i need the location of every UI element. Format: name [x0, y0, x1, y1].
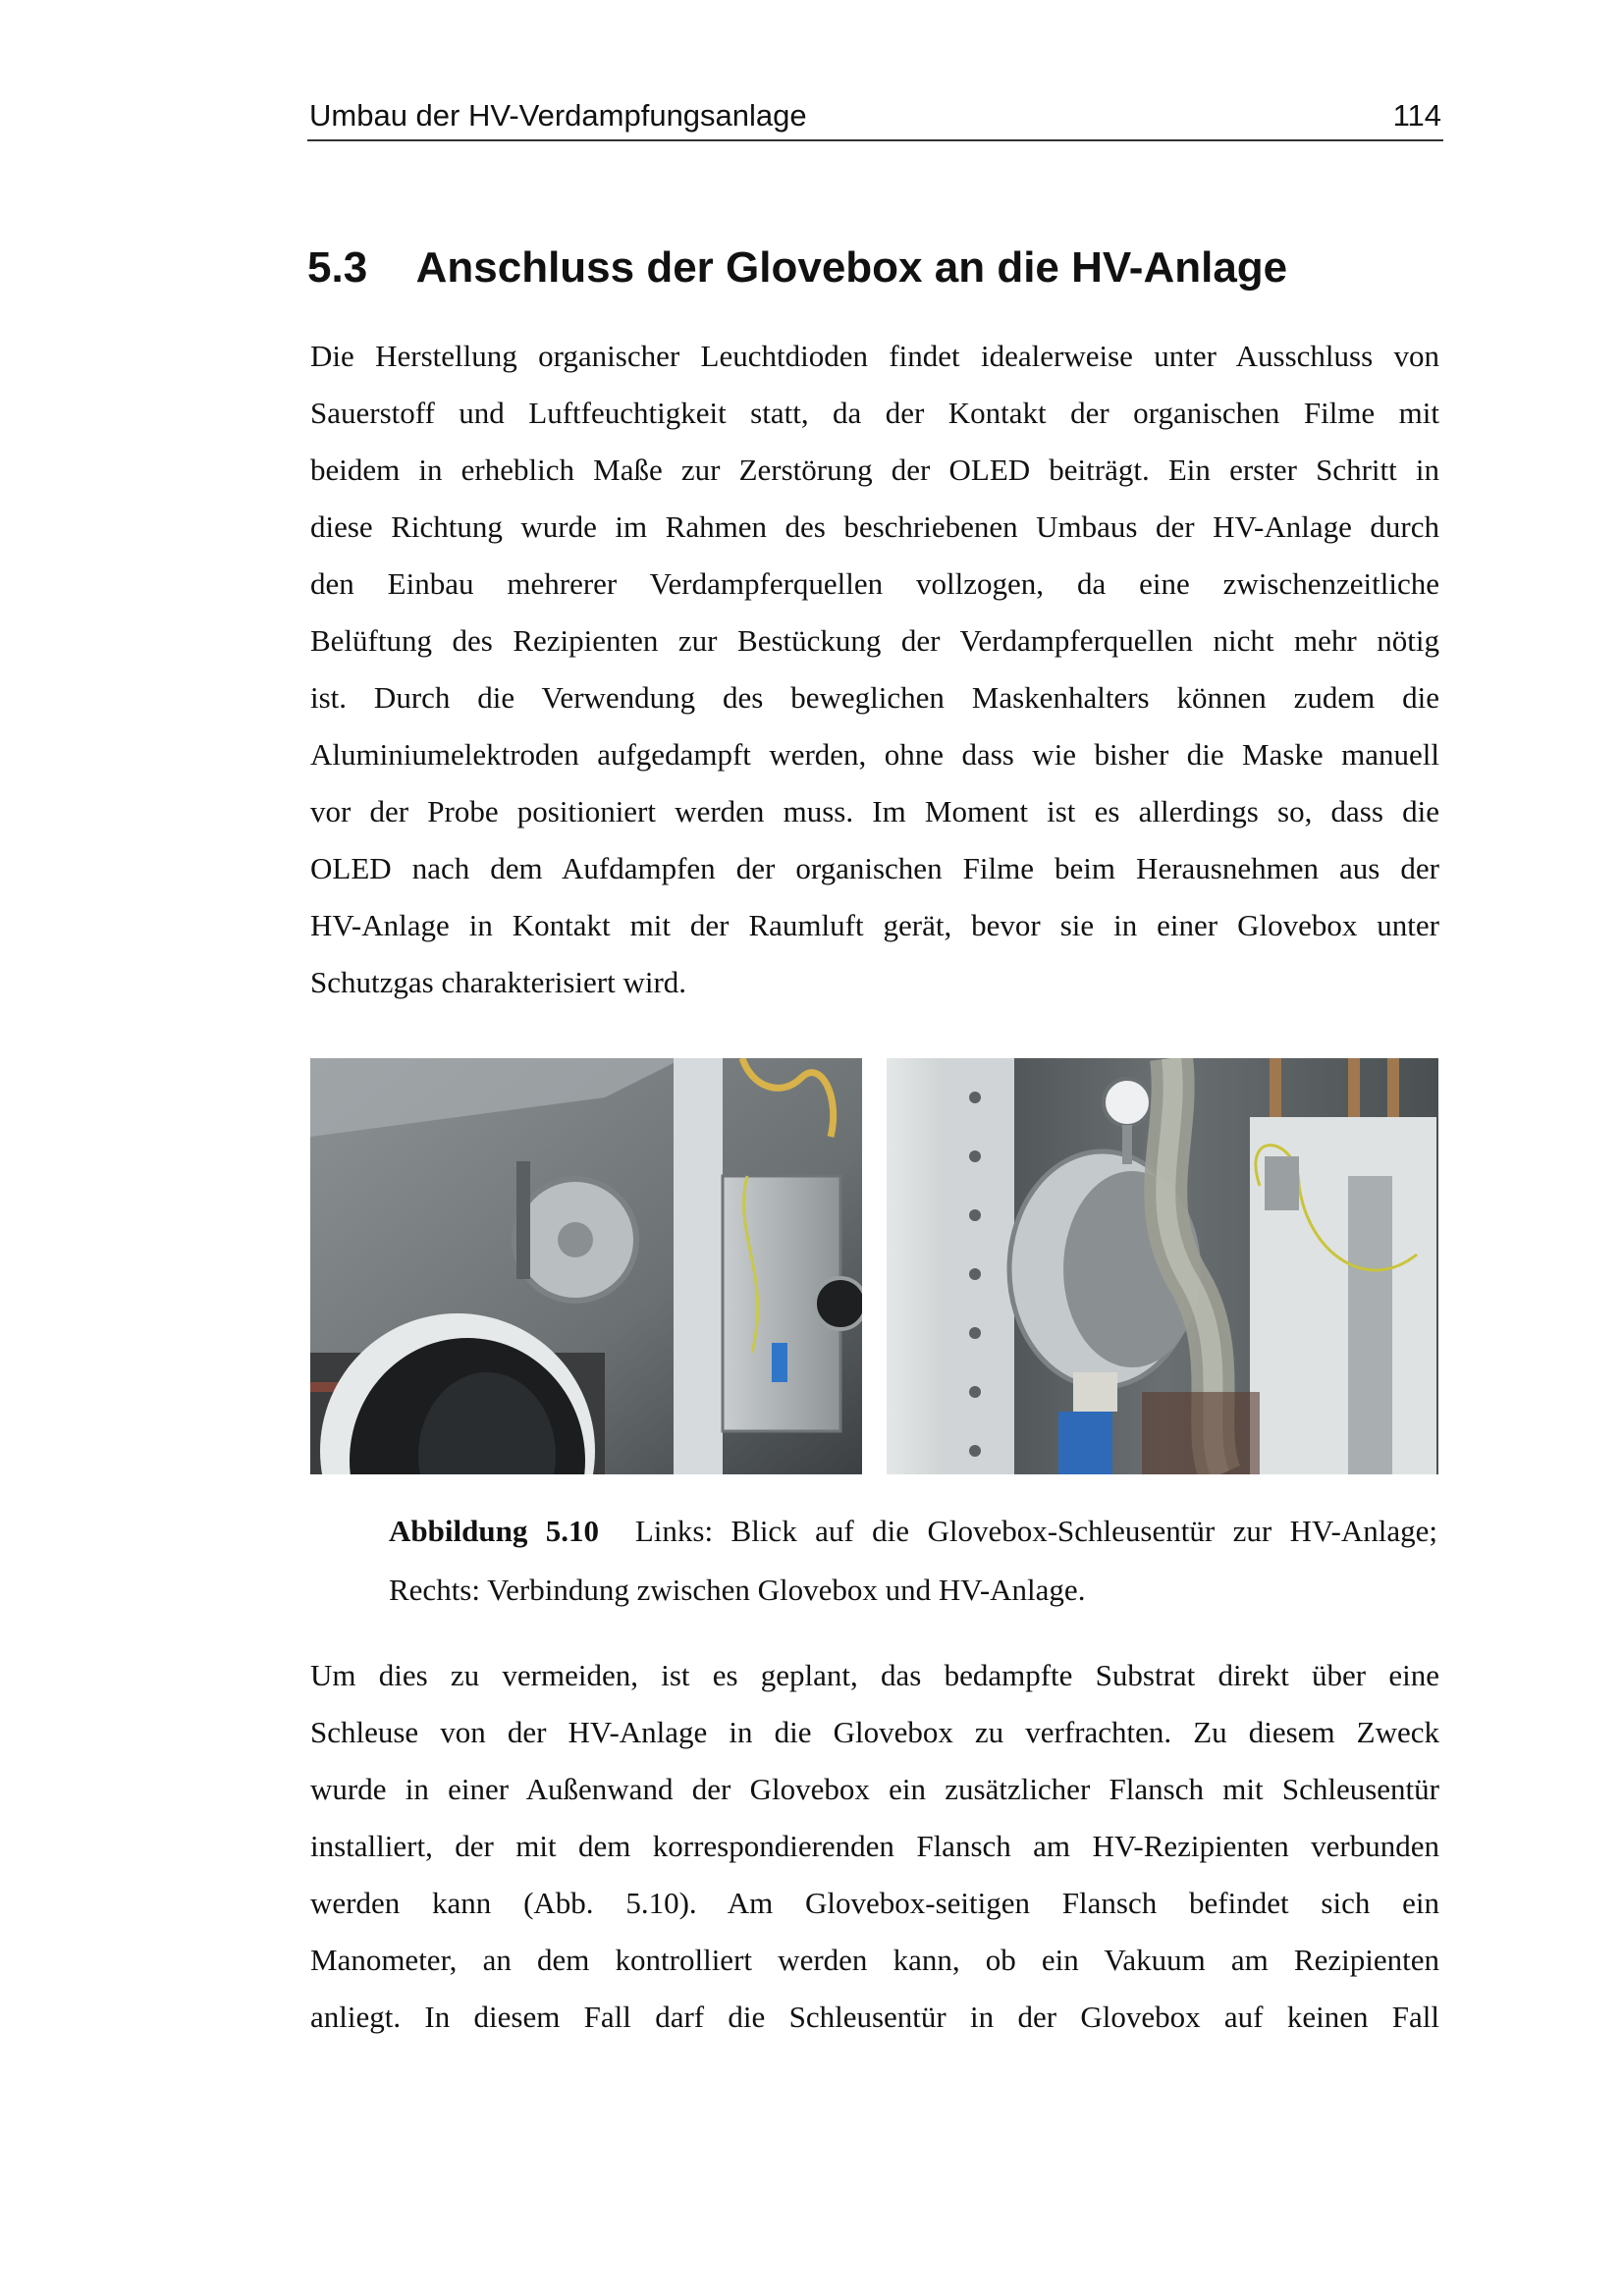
text-line: den Einbau mehrerer Verdampferquellen vollzogen, da eine zwischenzeitliche	[310, 566, 1439, 601]
caption-text-2: Rechts: Verbindung zwischen Glovebox und HV-Anlage.	[389, 1573, 1086, 1607]
running-title: Umbau der HV-Verdampfungsanlage	[309, 98, 807, 133]
photo-glovebox-lock-door	[310, 1058, 862, 1474]
page-number: 114	[1392, 98, 1441, 133]
text-line: OLED nach dem Aufdampfen der organischen Filme beim Herausnehmen aus der	[310, 851, 1439, 885]
figure-label: Abbildung 5.10	[389, 1514, 599, 1548]
section-number: 5.3	[307, 243, 368, 292]
text-line: anliegt. In diesem Fall darf die Schleusentür in der Glovebox auf keinen Fall	[310, 2000, 1439, 2034]
text-line: Aluminiumelektroden aufgedampft werden, ohne dass wie bisher die Maske manuell	[310, 737, 1439, 772]
text-line: wurde in einer Außenwand der Glovebox ein zusätzlicher Flansch mit Schleusentür	[310, 1772, 1439, 1806]
text-line: HV-Anlage in Kontakt mit der Raumluft gerät, bevor sie in einer Glovebox unter	[310, 908, 1439, 942]
text-line: installiert, der mit dem korrespondierenden Flansch am HV-Rezipienten verbunden	[310, 1829, 1439, 1863]
photo-left-illustration	[310, 1058, 862, 1474]
text-line: Schutzgas charakterisiert wird.	[310, 965, 687, 999]
caption-text-1: Links: Blick auf die Glovebox-Schleusentür zur HV-Anlage;	[634, 1514, 1437, 1548]
text-line: vor der Probe positioniert werden muss. Im Moment ist es allerdings so, dass die	[310, 794, 1439, 828]
section-heading	[307, 243, 1446, 293]
photo-glovebox-hv-connection	[887, 1058, 1438, 1474]
text-line: diese Richtung wurde im Rahmen des beschriebenen Umbaus der HV-Anlage durch	[310, 509, 1439, 544]
figure-caption	[389, 1502, 1437, 1620]
text-line: Um dies zu vermeiden, ist es geplant, das bedampfte Substrat direkt über eine	[310, 1658, 1439, 1692]
running-header	[307, 94, 1443, 141]
paragraph-1	[310, 328, 1439, 1011]
text-line: beidem in erheblich Maße zur Zerstörung der OLED beiträgt. Ein erster Schritt in	[310, 453, 1439, 487]
section-title-text: Anschluss der Glovebox an die HV-Anlage	[415, 243, 1288, 292]
text-line: Die Herstellung organischer Leuchtdioden findet idealerweise unter Ausschluss von	[310, 339, 1439, 373]
text-line: Belüftung des Rezipienten zur Bestückung der Verdampferquellen nicht mehr nötig	[310, 623, 1439, 658]
text-line: Manometer, an dem kontrolliert werden kann, ob ein Vakuum am Rezipienten	[310, 1943, 1439, 1977]
paragraph-2	[310, 1647, 1439, 2046]
text-line: werden kann (Abb. 5.10). Am Glovebox-seitigen Flansch befindet sich ein	[310, 1886, 1439, 1920]
text-line: ist. Durch die Verwendung des beweglichen Maskenhalters können zudem die	[310, 680, 1439, 715]
text-line: Schleuse von der HV-Anlage in die Glovebox zu verfrachten. Zu diesem Zweck	[310, 1715, 1439, 1749]
photo-right-illustration	[887, 1058, 1438, 1474]
caption-line	[389, 1502, 1437, 1561]
text-line: Sauerstoff und Luftfeuchtigkeit statt, da der Kontakt der organischen Filme mit	[310, 396, 1439, 430]
